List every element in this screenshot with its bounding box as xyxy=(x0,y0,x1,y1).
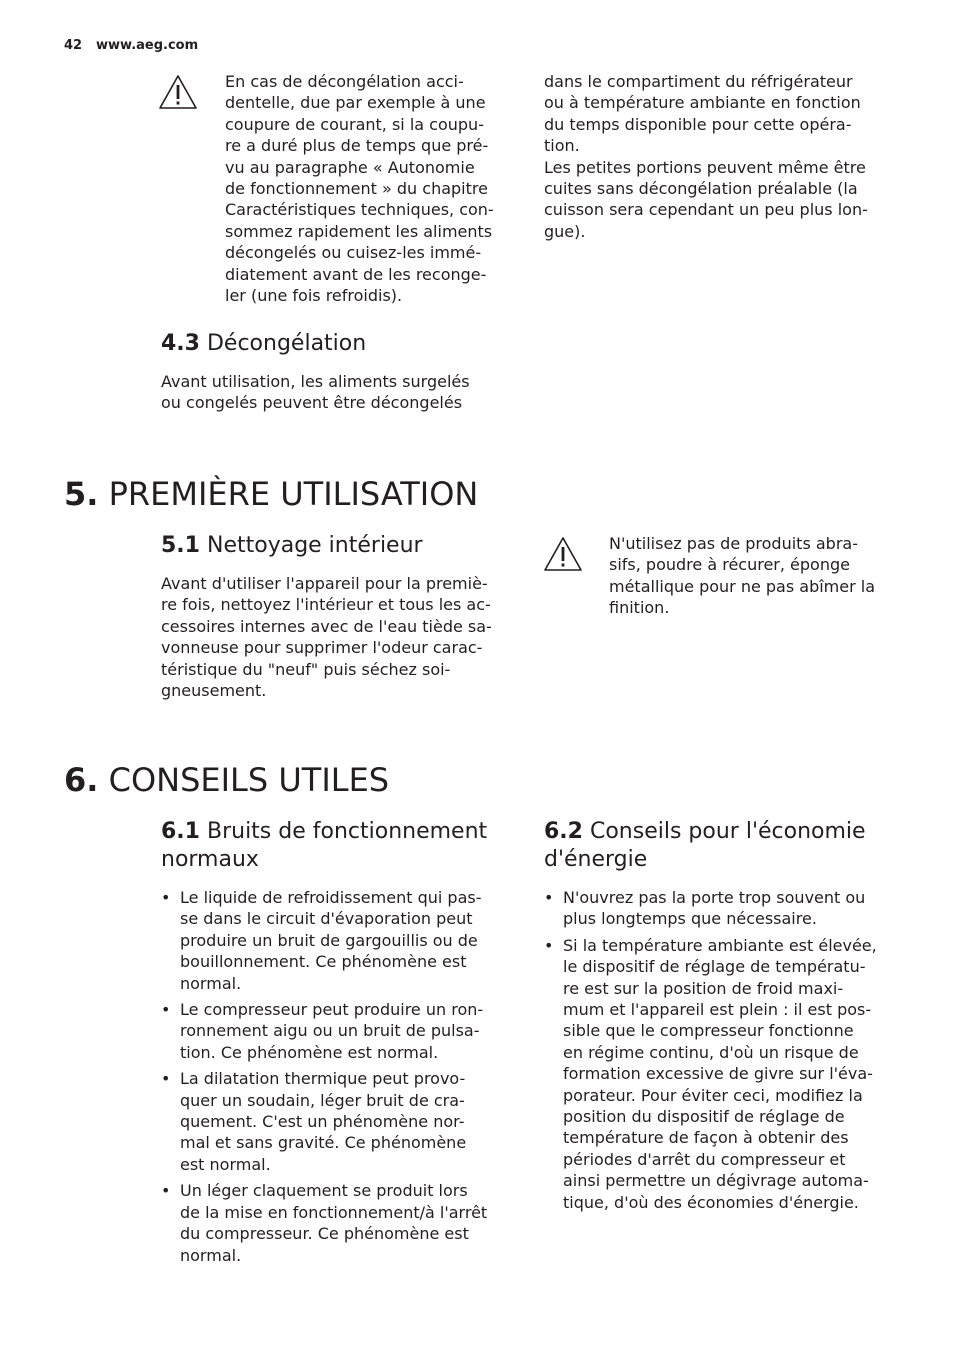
list-item xyxy=(544,887,914,930)
section-title-line-2: normaux xyxy=(161,847,259,872)
text-line: décongelés ou cuisez-les immé- xyxy=(225,243,482,263)
text-line: se dans le circuit d'évaporation peut xyxy=(180,909,473,929)
text-line: vonneuse pour supprimer l'odeur carac- xyxy=(161,638,483,658)
section-heading-4-3 xyxy=(161,330,366,358)
section-title-line-1 xyxy=(161,818,487,846)
text-line: Avant utilisation, les aliments surgelés xyxy=(161,372,470,391)
text-line: re est sur la position de froid maxi- xyxy=(563,978,844,998)
list-item xyxy=(161,1068,521,1175)
warning-triangle-icon xyxy=(157,73,199,113)
text-line: cuites sans décongélation préalable (la xyxy=(544,179,858,199)
chapter-title: CONSEILS UTILES xyxy=(108,761,390,799)
text-line: ou congelés peuvent être décongelés xyxy=(161,393,463,413)
section-title: Décongélation xyxy=(206,331,367,356)
section-5-1-text xyxy=(161,573,492,701)
section-4-3-text-right xyxy=(544,71,868,242)
text-line: formation excessive de givre sur l'éva- xyxy=(563,1064,873,1084)
text-line: diatement avant de les reconge- xyxy=(225,264,487,284)
text-line: normal. xyxy=(180,973,242,993)
text-line: plus longtemps que nécessaire. xyxy=(563,909,817,929)
text-line: tion. Ce phénomène est normal. xyxy=(180,1042,439,1062)
section-title: Bruits de fonctionnement xyxy=(206,819,488,844)
text-line: ronnement aigu ou un bruit de pulsa- xyxy=(180,1021,480,1041)
text-line: dentelle, due par exemple à une xyxy=(225,93,486,113)
text-line: cuisson sera cependant un peu plus lon- xyxy=(544,200,868,220)
text-line: le dispositif de réglage de températu- xyxy=(563,957,866,977)
text-line: téristique du "neuf" puis séchez soi- xyxy=(161,659,451,679)
list-item xyxy=(161,1180,521,1266)
text-line: Caractéristiques techniques, con- xyxy=(225,200,494,220)
section-title-line-2: d'énergie xyxy=(544,847,648,872)
text-line: mal et sans gravité. Ce phénomène xyxy=(180,1133,467,1153)
text-line: cessoires internes avec de l'eau tiède sa- xyxy=(161,616,492,636)
section-heading-6-1 xyxy=(161,818,487,874)
section-number: 6.2 xyxy=(544,819,583,844)
section-title-line-1 xyxy=(544,818,866,846)
section-number: 6.1 xyxy=(161,819,200,844)
list-item xyxy=(544,935,914,1213)
text-line: ou à température ambiante en fonction xyxy=(544,93,861,113)
list-item xyxy=(161,999,521,1063)
text-line: de fonctionnement » du chapitre xyxy=(225,179,488,199)
text-line: de la mise en fonctionnement/à l'arrêt xyxy=(180,1202,488,1222)
text-line: quement. C'est un phénomène nor- xyxy=(180,1112,465,1132)
text-line: ainsi permettre un dégivrage automa- xyxy=(563,1171,869,1191)
section-number: 4.3 xyxy=(161,331,200,356)
text-line: en régime continu, d'où un risque de xyxy=(563,1042,859,1062)
text-line: normal. xyxy=(180,1245,242,1265)
section-4-3-text-left xyxy=(161,371,470,414)
noise-bullet-list xyxy=(161,887,521,1271)
text-line: gue). xyxy=(544,221,586,241)
text-line: Les petites portions peuvent même être xyxy=(544,157,866,177)
text-line: • N'ouvrez pas la porte trop souvent ou xyxy=(563,888,866,907)
section-heading-6-2 xyxy=(544,818,866,874)
text-line: mum et l'appareil est plein : il est pos- xyxy=(563,1000,872,1020)
chapter-number: 6. xyxy=(64,761,99,799)
text-line: • Si la température ambiante est élevée, xyxy=(563,935,877,955)
text-line: • Le liquide de refroidissement qui pas- xyxy=(180,888,482,907)
text-line: quer un soudain, léger bruit de cra- xyxy=(180,1090,465,1110)
text-line: tique, d'où des économies d'énergie. xyxy=(563,1192,859,1212)
text-line: • Un léger claquement se produit lors xyxy=(180,1181,468,1201)
list-item xyxy=(161,887,521,994)
text-line: du temps disponible pour cette opéra- xyxy=(544,114,852,134)
warning-triangle-icon xyxy=(542,535,584,575)
chapter-heading-5 xyxy=(64,474,478,514)
text-line: du compresseur. Ce phénomène est xyxy=(180,1224,469,1244)
text-line: produire un bruit de gargouillis ou de xyxy=(180,930,478,950)
text-line: position du dispositif de réglage de xyxy=(563,1107,845,1127)
section-number: 5.1 xyxy=(161,533,200,558)
website-url: www.aeg.com xyxy=(96,38,199,53)
text-line: tion. xyxy=(544,136,580,156)
text-line: dans le compartiment du réfrigérateur xyxy=(544,72,853,91)
text-line: sible que le compresseur fonctionne xyxy=(563,1021,854,1041)
text-line: sommez rapidement les aliments xyxy=(225,221,493,241)
text-line: sifs, poudre à récurer, éponge xyxy=(609,555,850,575)
text-line: ler (une fois refroidis). xyxy=(225,286,403,306)
warning-text-abrasives xyxy=(609,533,875,619)
text-line: gneusement. xyxy=(161,681,267,701)
text-line: métallique pour ne pas abîmer la xyxy=(609,576,876,596)
text-line: En cas de décongélation acci- xyxy=(225,72,464,91)
section-title: Nettoyage intérieur xyxy=(206,533,423,558)
text-line: N'utilisez pas de produits abra- xyxy=(609,534,858,553)
text-line: • Le compresseur peut produire un ron- xyxy=(180,1000,484,1020)
section-heading-5-1 xyxy=(161,532,423,560)
text-line: re a duré plus de temps que pré- xyxy=(225,136,489,156)
text-line: • La dilatation thermique peut provo- xyxy=(180,1069,466,1089)
text-line: est normal. xyxy=(180,1154,271,1174)
chapter-number: 5. xyxy=(64,475,99,513)
text-line: finition. xyxy=(609,598,670,618)
text-line: bouillonnement. Ce phénomène est xyxy=(180,952,467,972)
text-line: Avant d'utiliser l'appareil pour la premiè- xyxy=(161,574,488,593)
page-number: 42 xyxy=(64,38,83,53)
chapter-title: PREMIÈRE UTILISATION xyxy=(108,475,479,513)
text-line: coupure de courant, si la coupu- xyxy=(225,114,484,134)
text-line: porateur. Pour éviter ceci, modifiez la xyxy=(563,1085,863,1105)
chapter-heading-6 xyxy=(64,760,389,800)
energy-bullet-list xyxy=(544,887,914,1218)
text-line: périodes d'arrêt du compresseur et xyxy=(563,1149,846,1169)
text-line: re fois, nettoyez l'intérieur et tous les ac- xyxy=(161,595,491,615)
text-line: température de façon à obtenir des xyxy=(563,1128,849,1148)
text-line: vu au paragraphe « Autonomie xyxy=(225,157,475,177)
warning-text-thawing xyxy=(225,71,494,306)
section-title: Conseils pour l'économie xyxy=(589,819,866,844)
